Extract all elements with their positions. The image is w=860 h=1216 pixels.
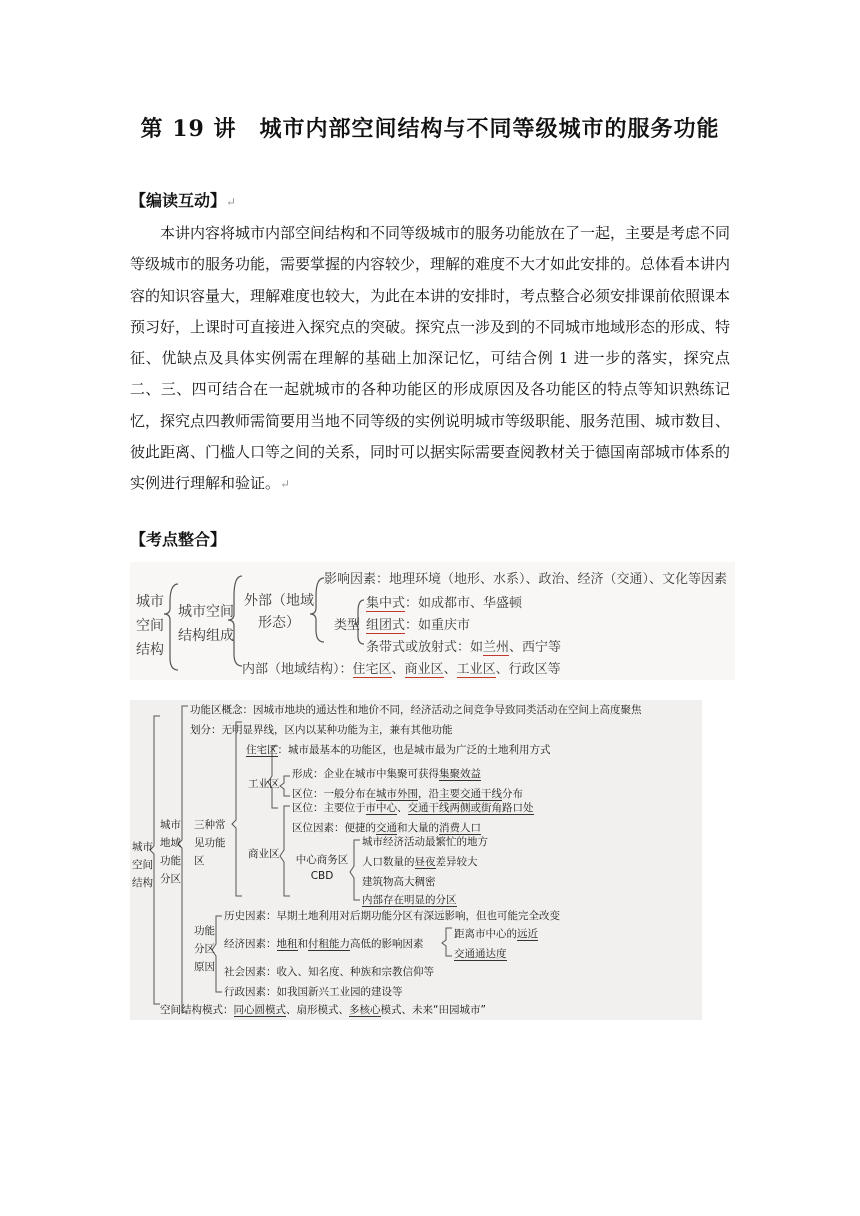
cbd-feature-2 bbox=[362, 854, 478, 869]
type-concentrated bbox=[366, 592, 522, 611]
industrial-location-text-3: 分布 bbox=[502, 788, 523, 800]
economic-factor-text-3: 高低的影响因素 bbox=[350, 938, 424, 950]
outer-form-label: 外部（地域形态） bbox=[244, 593, 314, 631]
type-linear bbox=[366, 636, 561, 655]
residential-term: 住宅区 bbox=[246, 744, 278, 756]
intro-paragraph-text: 本讲内容将城市内部空间结构和不同等级城市的服务功能放在了一起，主要是考虑不同等级城市的服务功能，需要掌握的内容较少，理解的难度不大才如此安排的。总体看本讲内容的知识容量大，理解难度也较大，为此在本讲的安排时，考点整合必须安排课前依照课本预习好，上课时可直接进入探究点的突破。探究点一涉及到的不同城市地域形态的形成、特征、优缺点及具体实例需在理解的基础上加深记忆，可结合例 1 进一步的落实，探究点二、三、四可结合在一起就城市的各种功能区的形成原因及各功能区的特点等知识熟练记忆，探究点四教师需简要用当地不同等级的实例说明城市等级职能、服务范围、城市数目、彼此距离、门槛人口等之间的关系，同时可以据实际需要查阅教材关于德国南部城市体系的实例进行理解和验证。 bbox=[130, 224, 731, 493]
historical-factor: 历史因素：早期土地利用对后期功能分区有深远影响，但也可能完全改变 bbox=[224, 910, 560, 922]
type-concentrated-example: ：如成都市、华盛顿 bbox=[405, 596, 523, 611]
commercial-factors-text: 区位因素：便捷的 bbox=[292, 822, 376, 834]
commercial-location-term-corner: 交通干线两侧或街角路口处 bbox=[407, 802, 534, 814]
spatial-structure-models bbox=[160, 1002, 486, 1017]
commercial-factors-term-traffic: 交通 bbox=[376, 822, 397, 834]
industrial-location-text-2: ，沿 bbox=[418, 788, 439, 800]
cbd-feature-4-term: 内部存在明显的分区 bbox=[362, 894, 457, 906]
root-label: 城市空间结构 bbox=[136, 594, 164, 658]
type-cluster-term: 组团式 bbox=[366, 618, 406, 633]
branch-label: 城市地域功能分区 bbox=[160, 819, 181, 885]
cbd-label: 中心商务区 bbox=[295, 854, 349, 866]
residential-desc: ：城市最基本的功能区，也是城市最为广泛的土地利用方式 bbox=[277, 744, 551, 756]
industrial-location-term-outer: 城市外围 bbox=[376, 788, 418, 800]
inner-structure-label: 内部（地域结构）： bbox=[242, 662, 353, 677]
composition-label: 城市空间结构组成 bbox=[178, 604, 234, 644]
section-heading-key-points: 【考点整合】 bbox=[130, 530, 227, 549]
type-linear-example-lanzhou: 兰州 bbox=[483, 640, 510, 655]
commercial-location-term-center: 市中心 bbox=[365, 802, 397, 814]
influence-factors: 影响因素：地理环境（地形、水系）、政治、经济（交通）、文化等因素 bbox=[324, 572, 728, 587]
inner-structure-rest: 、行政区等 bbox=[495, 662, 561, 677]
economic-subfactor-distance-text: 距离市中心的 bbox=[454, 928, 517, 940]
industrial-location-text: 区位：一般分布在 bbox=[292, 788, 376, 800]
industrial-location-term-traffic: 主要交通干线 bbox=[439, 788, 502, 800]
paragraph-end-mark: ↵ bbox=[280, 477, 291, 492]
section-heading-text: 【编读互动】 bbox=[130, 191, 227, 210]
industrial-formation bbox=[292, 766, 481, 781]
concept-definition: 功能区概念：因城市地块的通达性和地价不同，经济活动之间竞争导致同类活动在空间上高度聚焦 bbox=[190, 704, 642, 716]
economic-factor-term-rent: 地租 bbox=[276, 938, 298, 950]
type-linear-term: 条带式或放射式：如 bbox=[366, 640, 484, 655]
economic-subfactor-distance-term: 远近 bbox=[517, 928, 538, 940]
administrative-factor: 行政因素：如我国新兴工业园的建设等 bbox=[224, 986, 403, 998]
type-cluster-example: ：如重庆市 bbox=[405, 618, 471, 633]
cbd-feature-2-text: 人口数量的 bbox=[362, 856, 415, 868]
cbd-feature-2-text-2: 差异较大 bbox=[435, 856, 478, 868]
economic-subfactor-distance bbox=[454, 926, 538, 941]
cbd-feature-2-term: 昼夜 bbox=[414, 856, 436, 868]
economic-factor-term-ability: 付租能力 bbox=[308, 938, 350, 950]
commercial-factors bbox=[292, 820, 481, 835]
type-label: 类型 bbox=[334, 618, 361, 633]
paragraph-mark: ↵ bbox=[226, 195, 237, 209]
industrial-formation-text: 形成：企业在城市中集聚可获得 bbox=[292, 768, 439, 780]
economic-factor-text: 经济因素： bbox=[224, 938, 277, 950]
economic-subfactor-access bbox=[454, 946, 507, 961]
inner-residential: 住宅区 bbox=[352, 662, 392, 677]
structure-diagram-2 bbox=[130, 700, 702, 1020]
section-heading-editorial bbox=[130, 188, 236, 211]
type-linear-example-rest: 、西宁等 bbox=[509, 640, 562, 655]
inner-structure: 内部（地域结构）：住宅区、商业区、工业区、行政区等 bbox=[242, 662, 561, 677]
type-concentrated-term: 集中式 bbox=[366, 596, 406, 611]
social-factor: 社会因素：收入、知名度、种族和宗教信仰等 bbox=[224, 966, 434, 978]
industrial-location bbox=[292, 786, 523, 801]
cbd-feature-1: 城市经济活动最繁忙的地方 bbox=[362, 836, 488, 848]
three-types-label: 三种常见功能区 bbox=[194, 819, 226, 867]
commercial-factors-text-2: 和大量的 bbox=[397, 822, 439, 834]
commercial-location bbox=[292, 800, 534, 815]
commercial-location-text: 区位：主要位于 bbox=[292, 802, 366, 814]
spatial-structure-models-text-2: 、扇形模式、 bbox=[286, 1004, 349, 1016]
commercial-factors-term-consumers: 消费人口 bbox=[439, 822, 481, 834]
residential-zone bbox=[246, 742, 551, 757]
spatial-structure-models-text-3: 模式、未来“田园城市” bbox=[380, 1004, 486, 1016]
inner-industrial: 工业区 bbox=[456, 662, 496, 677]
economic-subfactor-access-term: 交通通达度 bbox=[454, 948, 507, 960]
inner-commercial: 商业区 bbox=[404, 662, 444, 677]
industrial-label: 工业区 bbox=[248, 778, 280, 790]
root-label: 城市空间结构 bbox=[132, 841, 153, 889]
reasons-label: 功能分区原因 bbox=[194, 925, 215, 973]
commercial-location-separator: 、 bbox=[397, 802, 408, 814]
spatial-structure-models-text: 空间结构模式： bbox=[160, 1004, 234, 1016]
cbd-feature-4 bbox=[362, 892, 457, 907]
economic-factor bbox=[224, 936, 424, 951]
model-multi-nuclei: 多核心 bbox=[349, 1004, 381, 1016]
commercial-label: 商业区 bbox=[248, 848, 280, 860]
economic-factor-text-2: 和 bbox=[297, 938, 308, 950]
model-concentric: 同心圆模式 bbox=[233, 1004, 286, 1016]
industrial-formation-term: 集聚效益 bbox=[439, 768, 481, 780]
cbd-feature-3: 建筑物高大稠密 bbox=[362, 876, 436, 888]
structure-diagram-1 bbox=[130, 562, 735, 680]
concept-division: 划分：无明显界线，区内以某种功能为主，兼有其他功能 bbox=[190, 724, 453, 736]
type-cluster bbox=[366, 614, 470, 633]
page-title: 第 19 讲 城市内部空间结构与不同等级城市的服务功能 bbox=[140, 116, 720, 142]
cbd-abbrev: CBD bbox=[310, 870, 334, 882]
intro-paragraph bbox=[130, 218, 730, 501]
